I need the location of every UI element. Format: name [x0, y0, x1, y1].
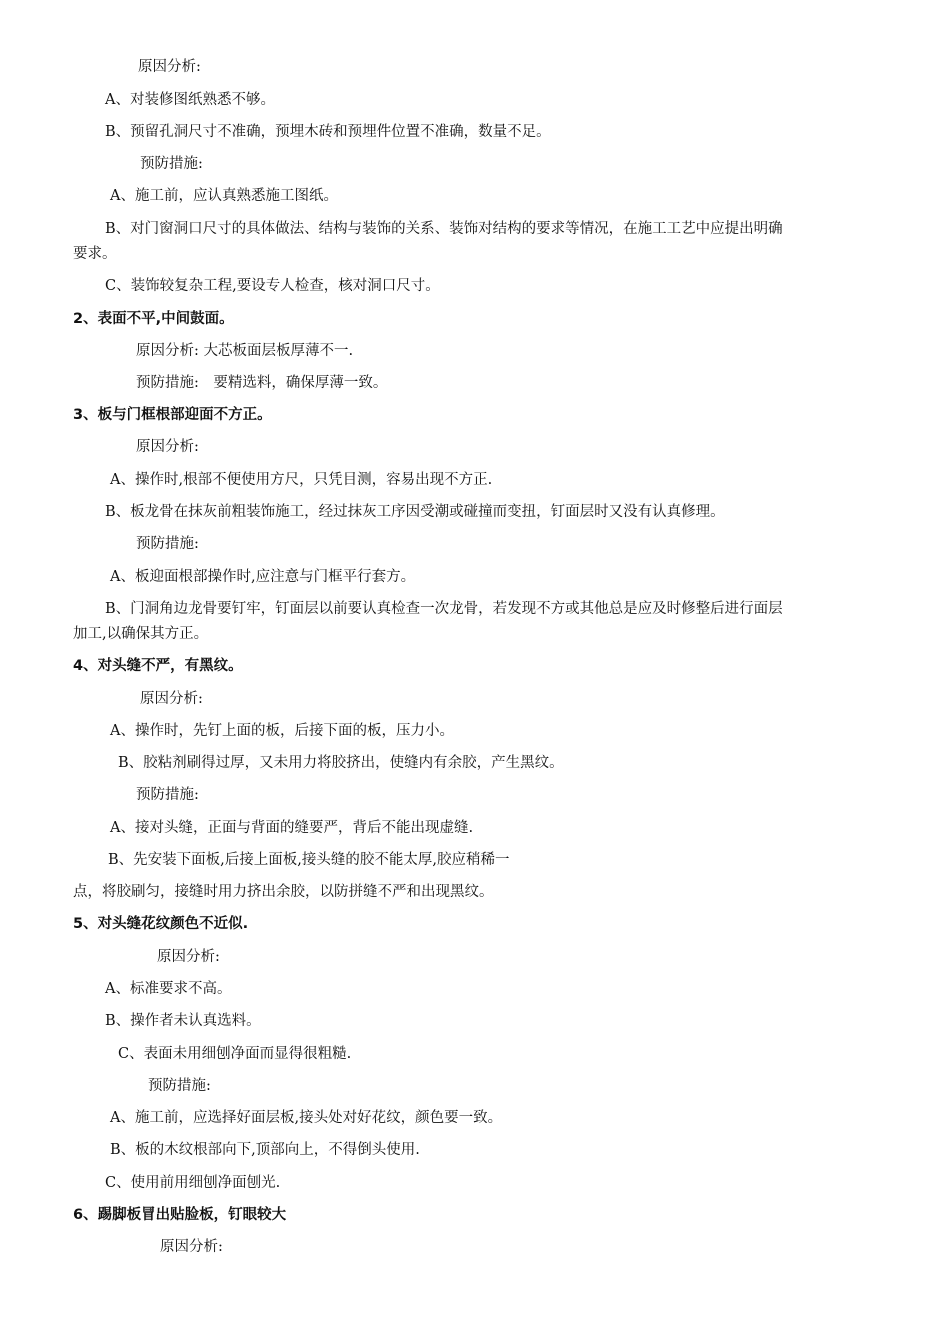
text-line: A、施工前，应选择好面层板,接头处对好花纹，颜色要一致。 [110, 1110, 503, 1126]
text-line: 预防措施: [136, 536, 199, 552]
text-line: B、操作者未认真选料。 [105, 1013, 261, 1029]
text-line: B、板龙骨在抹灰前粗装饰施工，经过抹灰工序因受潮或碰撞而变扭，钉面层时又没有认真修理。 [105, 504, 725, 520]
text-line: 预防措施: [148, 1078, 211, 1094]
text-line: 要求。 [73, 246, 117, 262]
text-line: A、接对头缝，正面与背面的缝要严，背后不能出现虚缝. [110, 820, 474, 836]
text-line: 原因分析: 大芯板面层板厚薄不一. [136, 343, 354, 359]
section-heading: 2、表面不平,中间鼓面。 [73, 311, 234, 327]
text-line: A、操作时,根部不便使用方尺，只凭目测，容易出现不方正. [110, 472, 493, 488]
text-line: 原因分析: [160, 1239, 223, 1255]
text-line: B、胶粘剂刷得过厚，又未用力将胶挤出，使缝内有余胶，产生黑纹。 [118, 755, 564, 771]
text-line: B、门洞角边龙骨要钉牢，钉面层以前要认真检查一次龙骨，若发现不方或其他总是应及时修整后进行面层 [105, 601, 783, 617]
text-line: 点，将胶刷匀，接缝时用力挤出余胶，以防拼缝不严和出现黑纹。 [73, 884, 494, 900]
text-line: A、施工前，应认真熟悉施工图纸。 [110, 188, 338, 204]
text-line: A、操作时，先钉上面的板，后接下面的板，压力小。 [110, 723, 454, 739]
text-line: C、使用前用细刨净面刨光. [105, 1175, 281, 1191]
text-line: 原因分析: [136, 439, 199, 455]
section-heading: 5、对头缝花纹颜色不近似. [73, 916, 249, 932]
section-heading: 6、踢脚板冒出贴脸板，钉眼较大 [73, 1207, 287, 1223]
text-line: A、板迎面根部操作时,应注意与门框平行套方。 [110, 569, 416, 585]
text-line: 加工,以确保其方正。 [73, 626, 209, 642]
text-line: 原因分析: [157, 949, 220, 965]
text-line: 预防措施: [140, 156, 203, 172]
text-line: 预防措施: 要精选料，确保厚薄一致。 [136, 375, 388, 391]
text-line: B、板的木纹根部向下,顶部向上，不得倒头使用. [110, 1142, 420, 1158]
section-heading: 3、板与门框根部迎面不方正。 [73, 407, 272, 423]
text-line: B、对门窗洞口尺寸的具体做法、结构与装饰的关系、装饰对结构的要求等情况，在施工工艺中应提出明确 [105, 221, 783, 237]
text-line: C、装饰较复杂工程,要设专人检查，核对洞口尺寸。 [105, 278, 440, 294]
text-line: A、对装修图纸熟悉不够。 [105, 92, 275, 108]
text-line: 原因分析: [140, 691, 203, 707]
text-line: A、标准要求不高。 [105, 981, 232, 997]
text-line: 预防措施: [136, 787, 199, 803]
text-line: B、预留孔洞尺寸不准确，预埋木砖和预埋件位置不准确，数量不足。 [105, 124, 551, 140]
section-heading: 4、对头缝不严，有黑纹。 [73, 658, 243, 674]
text-line: B、先安装下面板,后接上面板,接头缝的胶不能太厚,胶应稍稀一 [108, 852, 510, 868]
text-line: C、表面未用细刨净面而显得很粗糙. [118, 1046, 352, 1062]
text-line: 原因分析: [138, 59, 201, 75]
